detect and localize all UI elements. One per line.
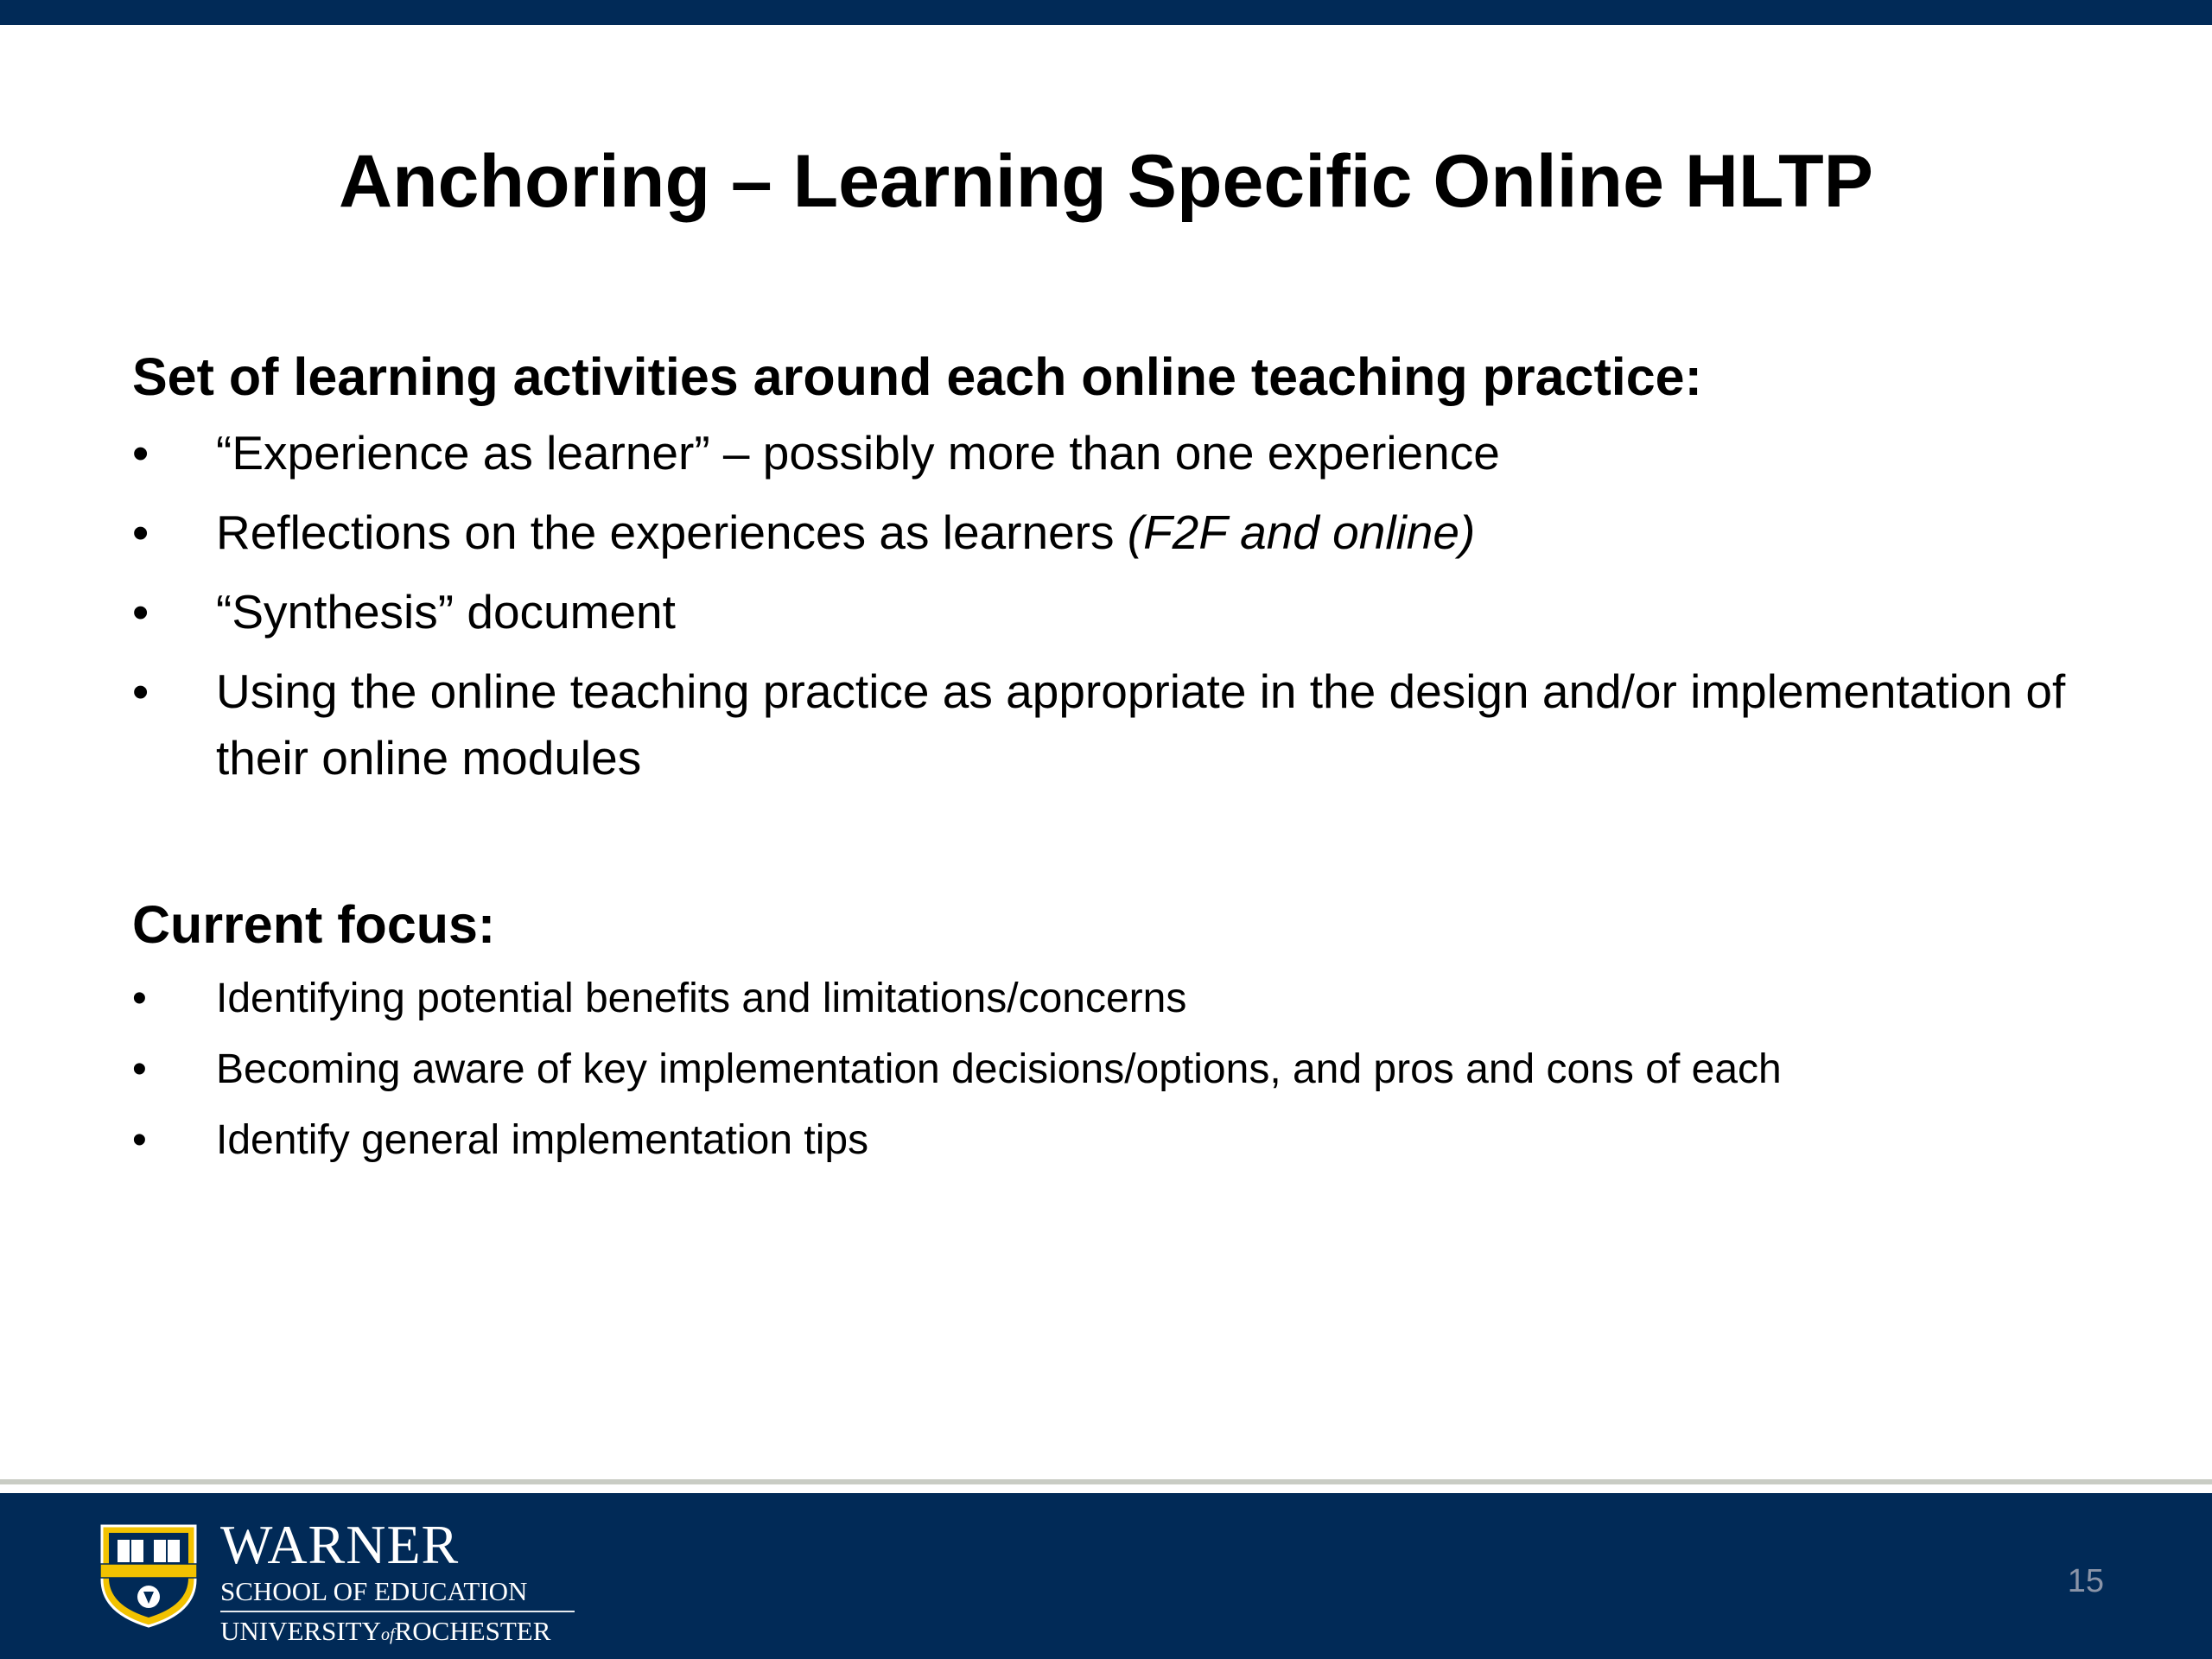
logo-wordmark-line: WARNER — [220, 1514, 460, 1575]
list-item-italic-text: (F2F and online) — [1127, 505, 1476, 559]
list-item-text: Identify general implementation tips — [216, 1117, 869, 1163]
bullet-dot-icon: • — [132, 505, 149, 559]
bullet-dot-icon: • — [132, 1046, 147, 1092]
logo-rochester-word: ROCHESTER — [394, 1616, 551, 1646]
list-item-text: Identifying potential benefits and limitations/concerns — [216, 976, 1187, 1021]
current-focus-section — [132, 890, 2120, 1170]
footer-bar — [0, 1493, 2212, 1659]
slide-title: Anchoring – Learning Specific Online HLTP — [339, 140, 1873, 223]
list-item — [132, 420, 2120, 486]
bullet-dot-icon: • — [132, 426, 149, 480]
list-item — [132, 499, 2120, 566]
page-number: 15 — [2067, 1563, 2104, 1599]
footer-divider — [0, 1479, 2212, 1484]
list-item-text: “Synthesis” document — [216, 585, 676, 639]
university-seal-icon — [97, 1519, 200, 1630]
list-item-text: “Experience as learner” – possibly more than one experience — [216, 426, 1500, 480]
bullet-list — [132, 420, 2120, 791]
list-item-text: Using the online teaching practice as appropriate in the design and/or implementation of their online modules — [216, 664, 2066, 785]
logo-divider — [220, 1611, 575, 1612]
list-item-text: Becoming aware of key implementation decisions/options, and pros and cons of each — [216, 1046, 1782, 1092]
top-accent-bar — [0, 0, 2212, 25]
learning-activities-section — [132, 342, 2120, 791]
bullet-dot-icon: • — [132, 1117, 147, 1163]
bullet-list — [132, 969, 2120, 1170]
section-heading: Current focus: — [132, 895, 496, 954]
logo-university-line — [220, 1616, 575, 1650]
bullet-dot-icon: • — [132, 976, 147, 1021]
bullet-dot-icon: • — [132, 664, 149, 718]
list-item — [132, 579, 2120, 645]
section-heading: Set of learning activities around each online teaching practice: — [132, 347, 1702, 406]
list-item — [132, 1040, 2120, 1099]
logo-school-line: SCHOOL OF EDUCATION — [220, 1576, 528, 1606]
bullet-dot-icon: • — [132, 585, 149, 639]
list-item — [132, 1111, 2120, 1170]
logo-of-word: of — [381, 1625, 395, 1644]
list-item — [132, 658, 2120, 791]
list-item-text: Reflections on the experiences as learners — [216, 505, 1128, 559]
list-item — [132, 969, 2120, 1028]
school-logo-wordmark — [220, 1514, 575, 1650]
logo-university-word: UNIVERSITY — [220, 1616, 381, 1646]
